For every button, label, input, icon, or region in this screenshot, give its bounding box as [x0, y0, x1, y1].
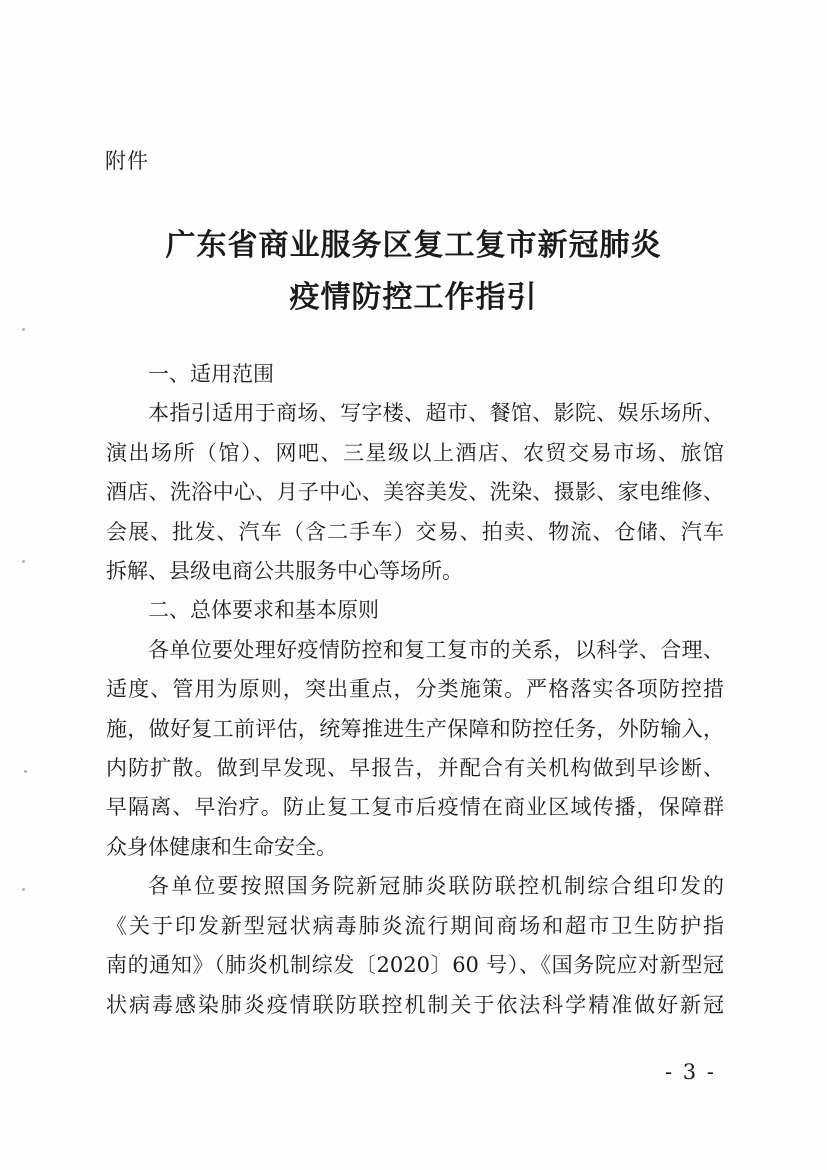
text-line: 早隔离、早治疗。防止复工复市后疫情在商业区域传播，保障群	[106, 795, 724, 820]
paragraph-principles-2	[106, 867, 724, 1025]
text-line: 适度、管用为原则，突出重点，分类施策。严格落实各项防控措	[106, 677, 724, 702]
scan-speck	[22, 560, 25, 563]
text-line: 各单位要处理好疫情防控和复工复市的关系，以科学、合理、	[148, 637, 724, 662]
scan-speck	[22, 328, 25, 331]
page-number: - 3 -	[665, 1060, 716, 1084]
text-line: 南的通知》（肺炎机制综发〔2020〕60 号）、《国务院应对新型冠	[106, 953, 724, 978]
scan-speck	[22, 888, 25, 891]
paragraph-scope	[106, 394, 724, 591]
document-title-line-1: 广东省商业服务区复工复市新冠肺炎	[165, 228, 662, 263]
text-line: 内防扩散。做到早发现、早报告，并配合有关机构做到早诊断、	[106, 756, 724, 781]
document-title-line-2: 疫情防控工作指引	[289, 280, 538, 315]
text-line: 会展、批发、汽车（含二手车）交易、拍卖、物流、仓储、汽车	[106, 519, 724, 544]
scan-speck	[24, 770, 27, 773]
text-line: 众身体健康和生命安全。	[106, 834, 337, 859]
document-title	[0, 220, 827, 324]
text-line: 状病毒感染肺炎疫情联防联控机制关于依法科学精准做好新冠	[106, 992, 724, 1017]
paragraph-principles-1	[106, 631, 724, 867]
text-line: 施，做好复工前评估，统筹推进生产保障和防控任务，外防输入，	[106, 716, 724, 741]
section-heading-scope: 一、适用范围	[148, 362, 274, 386]
text-line: 本指引适用于商场、写字楼、超市、餐馆、影院、娱乐场所、	[148, 401, 724, 426]
text-line: 酒店、洗浴中心、月子中心、美容美发、洗染、摄影、家电维修、	[106, 480, 724, 505]
section-heading-principles: 二、总体要求和基本原则	[148, 598, 379, 623]
attachment-label: 附件	[105, 149, 149, 173]
text-line: 拆解、县级电商公共服务中心等场所。	[106, 559, 463, 584]
text-line: 演出场所（馆）、网吧、三星级以上酒店、农贸交易市场、旅馆	[106, 440, 724, 465]
text-line: 各单位要按照国务院新冠肺炎联防联控机制综合组印发的	[148, 874, 724, 899]
text-line: 《关于印发新型冠状病毒肺炎流行期间商场和超市卫生防护指	[106, 913, 724, 938]
document-body	[106, 355, 724, 1025]
